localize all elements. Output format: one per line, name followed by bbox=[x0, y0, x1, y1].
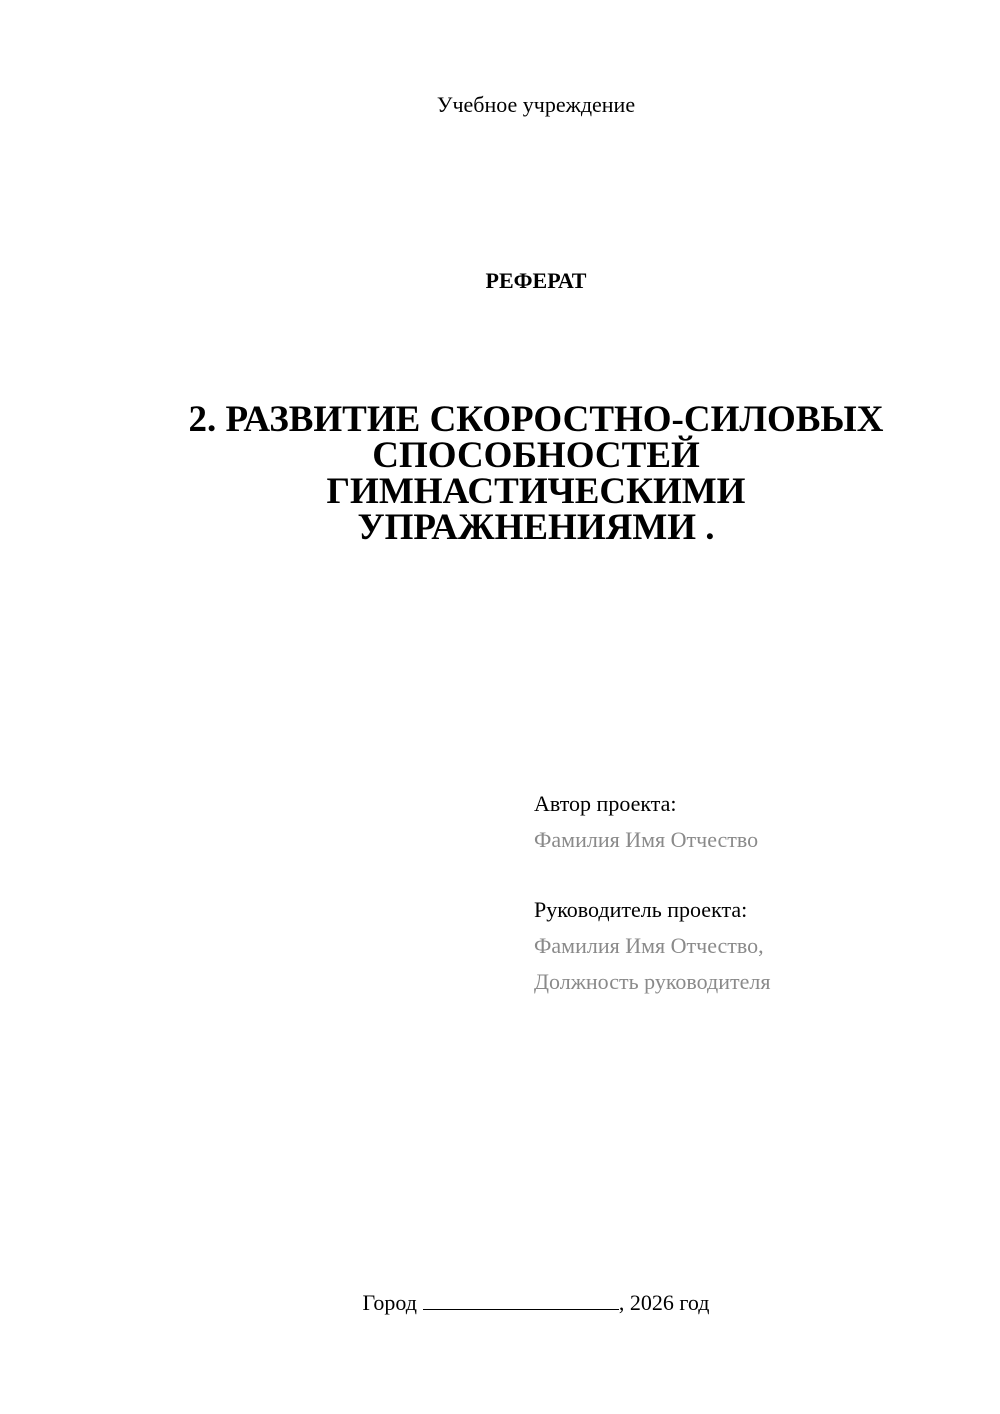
document-title bbox=[0, 399, 1000, 548]
title-line-1: 2. РАЗВИТИЕ СКОРОСТНО-СИЛОВЫХ bbox=[188, 399, 884, 440]
supervisor-label: Руководитель проекта: bbox=[534, 897, 748, 922]
supervisor-name: Фамилия Имя Отчество, bbox=[534, 933, 764, 958]
supervisor-block bbox=[534, 892, 974, 1000]
year-label: , 2026 год bbox=[618, 1290, 710, 1315]
title-line-3: ГИМНАСТИЧЕСКИМИ bbox=[326, 471, 746, 512]
title-line-4: УПРАЖНЕНИЯМИ . bbox=[357, 507, 715, 548]
institution-name: Учебное учреждение bbox=[436, 92, 636, 117]
author-label: Автор проекта: bbox=[534, 791, 677, 816]
document-type: РЕФЕРАТ bbox=[485, 268, 587, 293]
supervisor-position: Должность руководителя bbox=[534, 969, 771, 994]
city-blank-line bbox=[423, 1291, 619, 1310]
author-block bbox=[534, 786, 974, 858]
city-year-line bbox=[0, 1290, 1000, 1316]
title-line-2: СПОСОБНОСТЕЙ bbox=[372, 435, 700, 476]
author-name: Фамилия Имя Отчество bbox=[534, 827, 759, 852]
city-label: Город bbox=[362, 1290, 417, 1315]
